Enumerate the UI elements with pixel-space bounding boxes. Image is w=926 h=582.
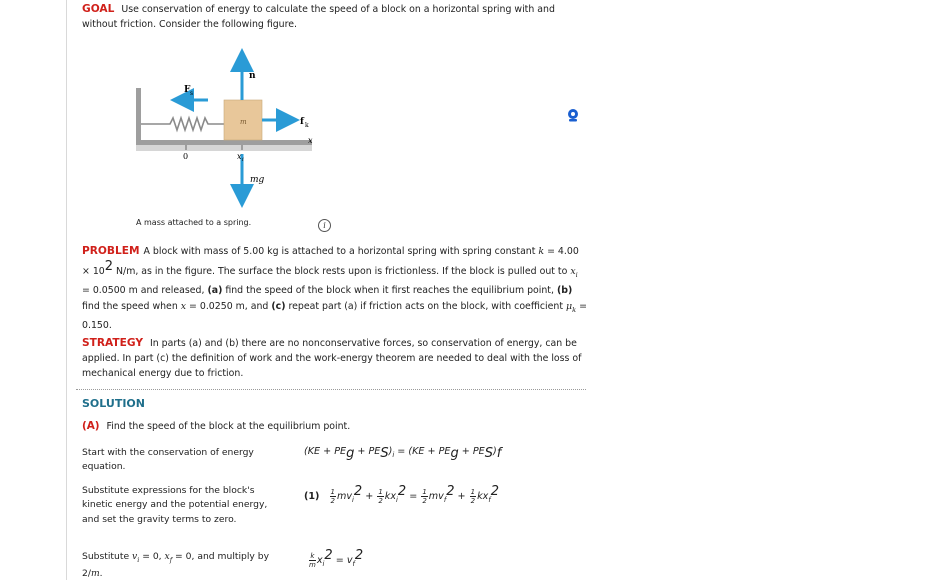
step-3-v-sub: i	[137, 555, 140, 564]
problem-label: PROBLEM	[82, 245, 140, 257]
normal-force-label: n	[249, 71, 256, 81]
problem-part-c: (c)	[271, 300, 286, 312]
tick-xi-sub: i	[242, 157, 244, 163]
eq2-plus-1: +	[362, 491, 377, 503]
eq2-frac-4	[470, 488, 476, 505]
friction-sub: k	[305, 122, 309, 129]
step-3-t3: = 0, and multiply by 2/	[82, 551, 270, 580]
spring-force-sub: s	[190, 90, 194, 97]
problem-text-1: A block with mass of 5.00 kg is attached to a horizontal spring with spring constant	[143, 246, 539, 257]
eq2-frac-4-num: 1	[470, 487, 476, 496]
problem-text-4: = 0.0500 m and released,	[82, 285, 208, 297]
eq2-frac-2-den: 2	[378, 496, 383, 505]
eq2-sub-f-2: f	[488, 496, 491, 505]
eq2-sq-3: 2	[446, 484, 455, 499]
eq1-close-i: )	[388, 446, 393, 458]
problem-part-a: (a)	[207, 285, 223, 297]
eq2-frac-1-den: 2	[330, 496, 335, 505]
step-3-t4: .	[99, 568, 103, 580]
eq2-frac-2-num: 1	[378, 487, 383, 496]
figure-caption: A mass attached to a spring.	[136, 218, 252, 227]
friction-label: f	[300, 117, 304, 127]
problem-text-7: = 0.0250 m, and	[186, 300, 272, 312]
eq2-sq-4: 2	[490, 484, 499, 499]
problem-xi-sub: i	[575, 271, 578, 280]
eq3-eq: =	[332, 555, 347, 567]
spring-figure	[82, 44, 342, 224]
step-3-t2: = 0,	[139, 551, 165, 562]
problem-paragraph	[82, 244, 587, 333]
part-a-line	[82, 419, 587, 434]
eq3-sq-2: 2	[354, 548, 364, 563]
problem-part-b: (b)	[556, 285, 573, 297]
strategy-text: In parts (a) and (b) there are no nonconservative forces, so conservation of energy, can be applied. In part (c) the definition of work and the work-energy theorem are needed to deal with the loss of mechanical energy due to friction.	[82, 338, 582, 380]
eq2-sub-f-1: f	[443, 496, 447, 505]
goal-paragraph	[82, 2, 587, 32]
spring-diagram	[82, 44, 342, 224]
eq2-sub-i-1: i	[352, 496, 354, 505]
location-pin-icon[interactable]	[566, 108, 580, 124]
problem-x: x	[180, 300, 187, 312]
eq1-plus2: + PE	[458, 446, 485, 458]
eq2-sq-1: 2	[353, 484, 363, 499]
floor-shadow	[136, 145, 312, 151]
eq2-mv-f: mv	[428, 491, 444, 503]
eq1-g2: g	[450, 446, 459, 461]
eq2-sq-2: 2	[397, 484, 407, 499]
solution-heading: SOLUTION	[82, 397, 145, 410]
problem-exponent: 2	[104, 259, 114, 275]
part-a-label: (A)	[82, 420, 100, 432]
eq2-sub-i-2: i	[396, 496, 398, 505]
x-axis-label: x	[308, 136, 313, 145]
eq2-kx-i: kx	[384, 491, 397, 503]
problem-mu: μ	[566, 300, 573, 312]
strategy-paragraph	[82, 336, 587, 382]
eq3-i: i	[322, 560, 325, 569]
left-border	[66, 0, 67, 580]
tick-xi-label: x	[237, 152, 242, 161]
problem-text-5: find the speed of the block when it first reaches the equilibrium point,	[222, 285, 557, 297]
eq2-frac-2	[377, 488, 383, 505]
info-icon[interactable]: i	[318, 219, 331, 232]
eq1-close-f: )	[493, 446, 497, 458]
eq2-frac-1-num: 1	[330, 487, 335, 496]
step-3-m: m	[90, 568, 100, 580]
eq1-s2: S	[484, 446, 494, 461]
eq3-x: x	[316, 555, 323, 567]
floor	[136, 140, 312, 145]
eq2-frac-1	[330, 488, 336, 505]
eq3-frac-num: k	[310, 551, 315, 560]
eq2-frac-3-den: 2	[422, 496, 427, 505]
eq1-f: f	[496, 446, 502, 461]
gravity-label: mg	[250, 175, 265, 185]
eq1-lhs-open: (KE + PE	[304, 446, 347, 458]
eq2-frac-3	[421, 488, 427, 505]
goal-label: GOAL	[82, 3, 115, 15]
eq3-frac	[309, 552, 316, 569]
problem-k: k	[538, 246, 545, 257]
eq1-plus: + PE	[354, 446, 381, 458]
step-3-t1: Substitute	[82, 551, 133, 562]
step-2-text: Substitute expressions for the block's kinetic energy and the potential energy, and set the gravity terms to zero.	[82, 485, 268, 525]
eq1-eq: =	[394, 446, 409, 458]
solution-heading-wrap	[82, 396, 587, 412]
eq1-g: g	[346, 446, 355, 461]
eq2-frac-3-num: 1	[422, 487, 427, 496]
tick-zero-label: 0	[183, 152, 189, 161]
section-divider	[76, 389, 586, 390]
eq2-eq: =	[406, 491, 421, 503]
step-1-text: Start with the conservation of energy equation.	[82, 447, 254, 473]
eq3-f: f	[352, 560, 355, 569]
eq3-v: v	[346, 555, 353, 567]
problem-text-3: N/m, as in the figure. The surface the block rests upon is frictionless. If the block is pulled out to	[113, 266, 571, 278]
step-3-v: v	[132, 551, 138, 562]
eq3-sq-1: 2	[324, 548, 333, 563]
eq1-i: i	[392, 451, 395, 459]
equation-conservation	[304, 446, 501, 461]
block-m-label: m	[240, 118, 247, 126]
problem-text-2: = 4.00 × 10	[82, 246, 579, 278]
wall	[136, 88, 141, 142]
eq1-rhs-open: (KE + PE	[408, 446, 451, 458]
step-3-text	[82, 550, 272, 582]
eq1-s: S	[380, 446, 389, 461]
spring-force-label: F	[184, 85, 191, 95]
problem-text-9: = 0.150.	[82, 300, 587, 331]
eq2-kx-f: kx	[477, 491, 489, 503]
equation-energy-substituted	[304, 484, 499, 505]
eq2-plus-2: +	[454, 491, 469, 503]
eq3-frac-den: m	[309, 560, 316, 569]
strategy-label: STRATEGY	[82, 337, 143, 349]
eq2-frac-4-den: 2	[470, 496, 476, 505]
eq2-number: (1)	[304, 491, 320, 503]
eq2-mv-i: mv	[336, 491, 353, 503]
equation-simplified	[308, 548, 363, 569]
problem-text-8: repeat part (a) if friction acts on the block, with coefficient	[285, 300, 567, 312]
step-3-x: x	[164, 551, 170, 562]
part-a-text: Find the speed of the block at the equilibrium point.	[106, 421, 351, 432]
problem-text-6: find the speed when	[82, 300, 181, 312]
problem-mu-sub: k	[572, 305, 577, 314]
goal-text: Use conservation of energy to calculate the speed of a block on a horizontal spring with and without friction. Consider the following figure.	[82, 4, 555, 31]
spring	[141, 118, 224, 130]
problem-xi: x	[570, 266, 576, 278]
step-3-x-sub: f	[169, 555, 173, 564]
